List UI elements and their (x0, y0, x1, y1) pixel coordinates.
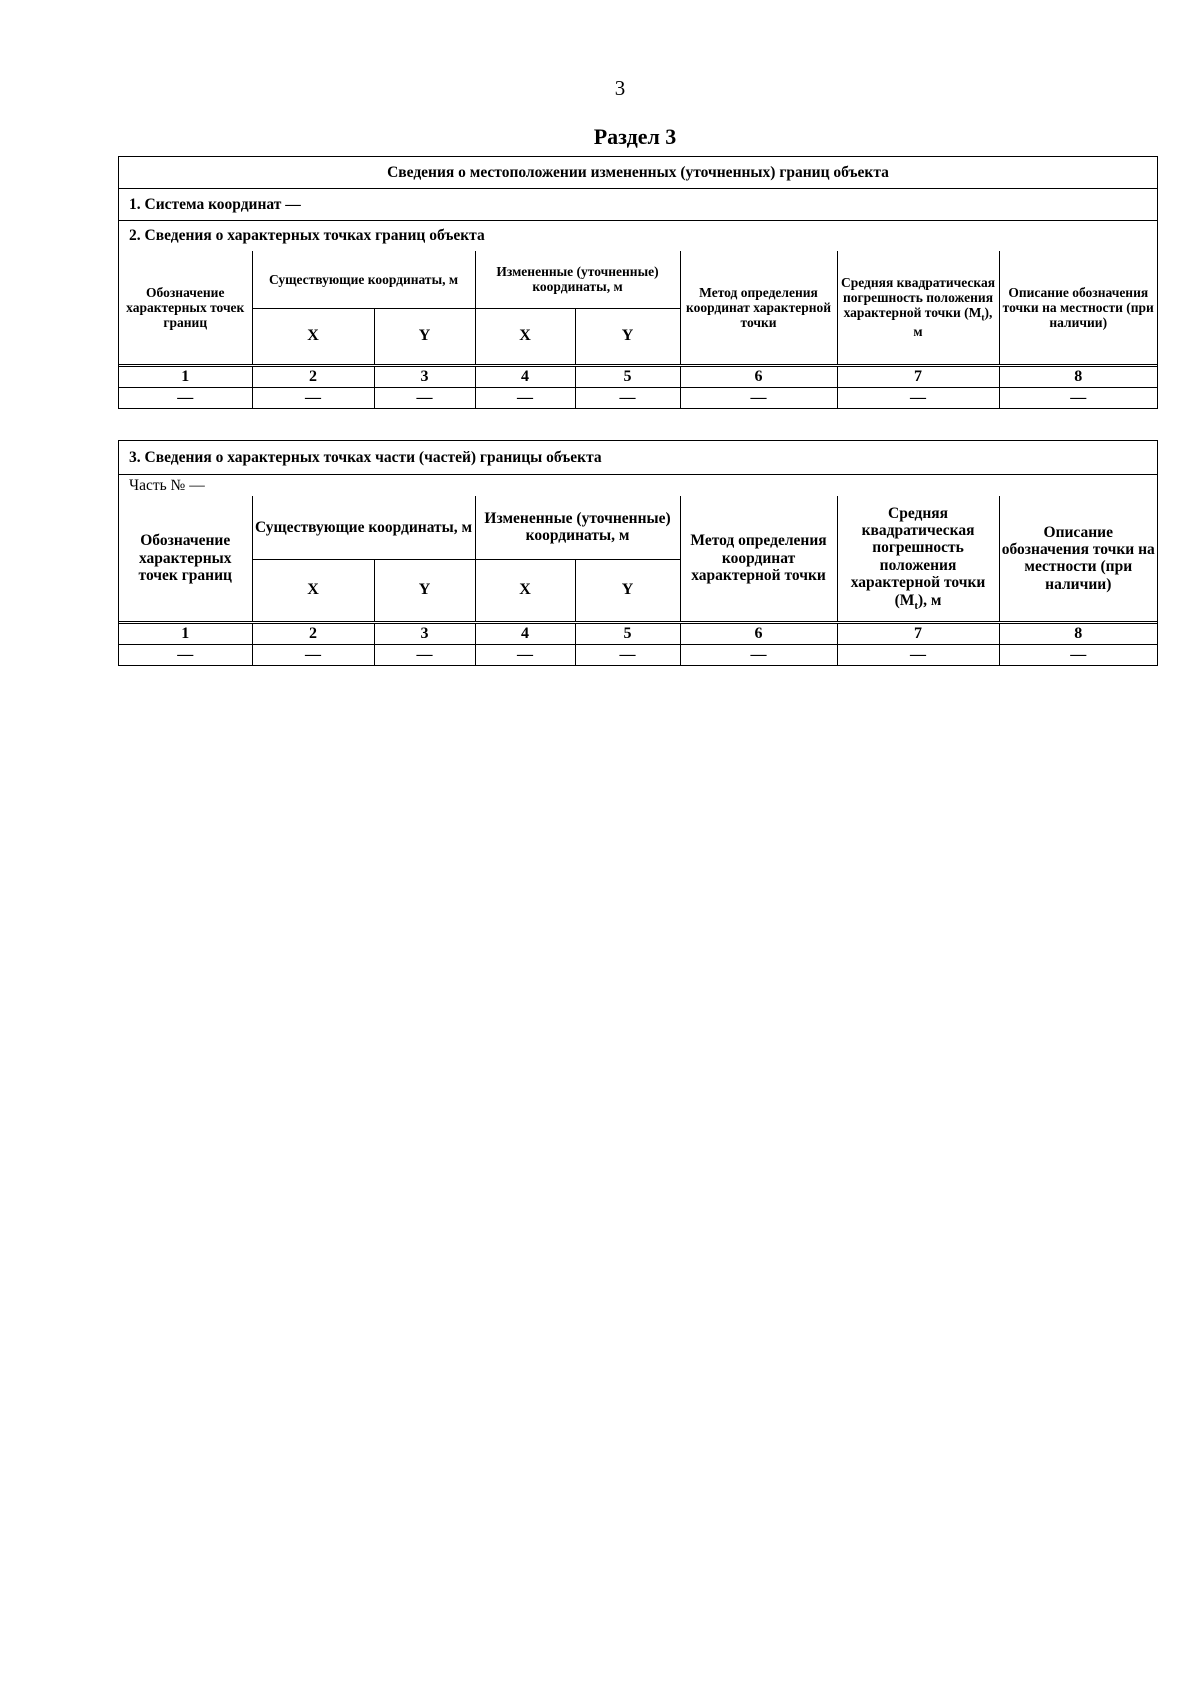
table-cell: — (374, 387, 475, 408)
table-cell: — (680, 387, 837, 408)
table-cell: — (252, 644, 374, 665)
header-x-existing: X (252, 559, 374, 622)
header-description: Описание обозначения точки на местности (при наличии) (999, 496, 1157, 622)
table-cell: — (999, 644, 1157, 665)
header-designation: Обозначение характерных точек границ (119, 251, 252, 365)
header-existing-coords: Существующие координаты, м (252, 251, 475, 308)
header-mean-error: Средняя квадратическая погрешность положения характерной точки $(M_t)$, м (837, 496, 999, 622)
section-title: Раздел 3 (593, 124, 677, 149)
column-numbers-row (119, 365, 1157, 387)
column-number: 7 (837, 365, 999, 387)
column-number: 5 (575, 622, 680, 644)
part-points-table (119, 496, 1157, 665)
column-number: 4 (475, 365, 575, 387)
header-changed-coords: Измененные (уточненные) координаты, м (475, 496, 680, 559)
header-description: Описание обозначения точки на местности (при наличии) (999, 251, 1157, 365)
column-number: 7 (837, 622, 999, 644)
subsection-title: 3. Сведения о характерных точках части (частей) границы объекта (119, 441, 1157, 475)
table-row (119, 644, 1157, 665)
header-y-existing: Y (374, 559, 475, 622)
table-cell: — (119, 644, 252, 665)
column-number: 1 (119, 622, 252, 644)
header-x-existing: X (252, 308, 374, 365)
column-numbers-row (119, 622, 1157, 644)
column-number: 3 (374, 365, 475, 387)
table-row (119, 387, 1157, 408)
table-cell: — (837, 387, 999, 408)
table-cell: — (575, 644, 680, 665)
column-number: 2 (252, 365, 374, 387)
header-x-changed: X (475, 308, 575, 365)
header-y-changed: Y (575, 559, 680, 622)
header-x-changed: X (475, 559, 575, 622)
table-cell: — (119, 387, 252, 408)
table-cell: — (999, 387, 1157, 408)
table-cell: — (252, 387, 374, 408)
header-y-existing: Y (374, 308, 475, 365)
subsection-title: 2. Сведения о характерных точках границ объекта (129, 227, 485, 244)
column-number: 8 (999, 622, 1157, 644)
table-cell: — (475, 644, 575, 665)
column-number: 2 (252, 622, 374, 644)
header-changed-coords: Измененные (уточненные) координаты, м (475, 251, 680, 308)
table-cell: — (680, 644, 837, 665)
header-method: Метод определения координат характерной точки (680, 496, 837, 622)
column-number: 5 (575, 365, 680, 387)
table-cell: — (475, 387, 575, 408)
column-number: 8 (999, 365, 1157, 387)
column-number: 6 (680, 622, 837, 644)
header-mean-error: Средняя квадратическая погрешность положения характерной точки $(M_t)$, м (837, 251, 999, 365)
column-number: 1 (119, 365, 252, 387)
part-number-line: Часть № — (129, 477, 205, 494)
header-method: Метод определения координат характерной точки (680, 251, 837, 365)
header-y-changed: Y (575, 308, 680, 365)
page-number: 3 (614, 76, 626, 100)
boundary-parts-block (118, 440, 1158, 666)
header-existing-coords: Существующие координаты, м (252, 496, 475, 559)
boundary-points-table (119, 251, 1157, 408)
table-cell: — (837, 644, 999, 665)
coordinate-system-line: 1. Система координат — (119, 189, 1157, 221)
boundaries-block (118, 156, 1158, 409)
column-number: 4 (475, 622, 575, 644)
table-cell: — (374, 644, 475, 665)
header-designation: Обозначение характерных точек границ (119, 496, 252, 622)
block-title: Сведения о местоположении измененных (уточненных) границ объекта (119, 157, 1157, 189)
column-number: 6 (680, 365, 837, 387)
column-number: 3 (374, 622, 475, 644)
table-cell: — (575, 387, 680, 408)
